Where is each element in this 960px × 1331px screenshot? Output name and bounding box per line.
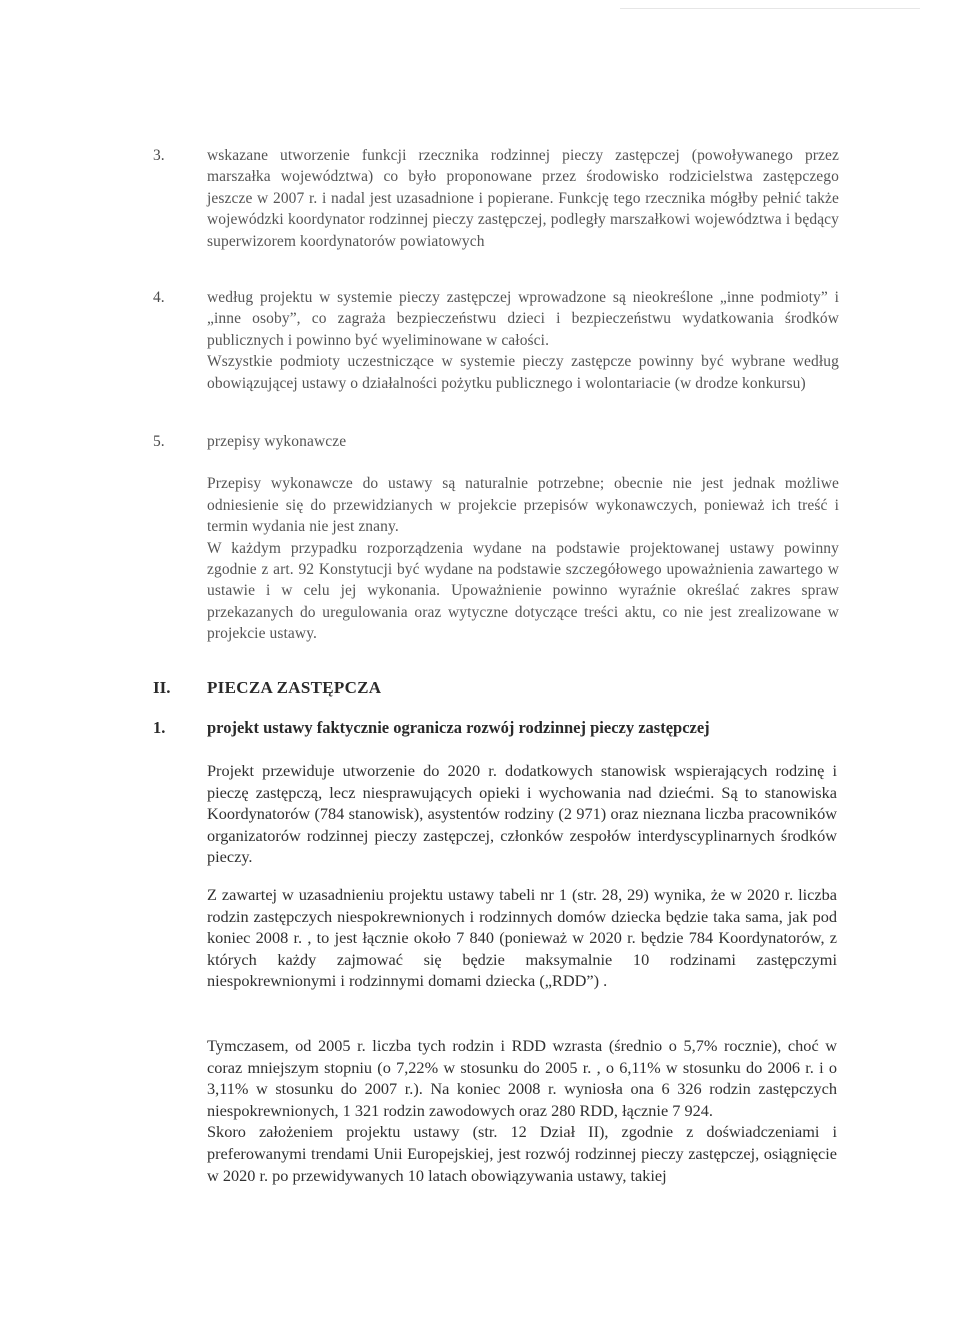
- list-item-heading: przepisy wykonawcze: [207, 433, 347, 450]
- subsection-title: projekt ustawy faktycznie ogranicza rozwój rodzinnej pieczy zastępczej: [207, 718, 710, 737]
- paragraph: Z zawartej w uzasadnieniu projektu ustawy tabeli nr 1 (str. 28, 29) wynika, że w 2020 r. liczba rodzin zastępczych niespokrewnionych i rodzinnych domów dziecka będzie taka sama, jak pod koniec 2008 r. , to jest łącznie około 7 840 (ponieważ w 2020 r. będzie 784 Koordynatorów, z których każdy zajmować się będzie maksymalnie 10 rodzinami zastępczymi niespokrewnionymi i rodzinnymi domami dziecka („RDD”) .: [207, 885, 837, 991]
- list-item-text: [207, 145, 839, 252]
- list-item-text: [207, 431, 839, 645]
- list-item-number: 4.: [153, 289, 165, 306]
- list-item-number: 3.: [153, 147, 165, 164]
- paragraph: Tymczasem, od 2005 r. liczba tych rodzin i RDD wzrasta (średnio o 5,7% rocznie), choć w coraz mniejszym stopniu (o 7,22% w stosunku do 2005 r. , o 6,11% w stosunku do 2006 r. i o 3,11% w stosunku do 2007 r.). Na koniec 2008 r. wyniosła ona 6 326 rodzin zastępczych niespokrewnionych, 1 321 rodzin zawodowych oraz 280 RDD, łącznie 7 924.: [207, 1036, 837, 1120]
- section-title: PIECZA ZASTĘPCZA: [207, 678, 382, 697]
- paragraph: Skoro założeniem projektu ustawy (str. 12 Dział II), zgodnie z doświadczeniami i preferowanymi trendami Unii Europejskiej, jest rozwój rodzinnej pieczy zastępczej, osiągnięcie w 2020 r. po przewidywanych 10 latach obowiązywania ustawy, takiej: [207, 1122, 837, 1185]
- body-paragraph-1: [207, 760, 837, 868]
- paragraph: Projekt przewiduje utworzenie do 2020 r. dodatkowych stanowisk wspierających rodzinę i pieczę zastępczą, lecz niesprawujących opieki i wychowania nad dziećmi. Są to stanowiska Koordynatorów (784 stanowisk), asystentów rodziny (2 971) oraz nieznana liczba pracowników organizatorów rodzinnej pieczy zastępczej, członków zespołów interdyscyplinarnych środków pieczy.: [207, 761, 837, 867]
- body-paragraph-2: [207, 884, 837, 992]
- body-paragraph-3: [207, 1035, 837, 1186]
- paragraph: Przepisy wykonawcze do ustawy są naturalnie potrzebne; obecnie nie jest jednak możliwe odniesienie się do przewidzianych w projekcie przepisów wykonawczych, ponieważ ich treść i termin wydania nie jest znany.: [207, 475, 839, 536]
- paragraph: według projektu w systemie pieczy zastępczej wprowadzone są nieokreślone „inne podmioty” i „inne osoby”, co zagraża bezpieczeństwu dzieci i bezpieczeństwu wydatkowania środków publicznych i powinno być wyeliminowane w całości.: [207, 289, 839, 349]
- section-number: II.: [153, 678, 171, 697]
- paragraph: W każdym przypadku rozporządzenia wydane na podstawie projektowanej ustawy powinny zgodnie z art. 92 Konstytucji być wydane na podstawie szczegółowego upoważnienia zawartego w ustawie i w celu jej wykonania. Upoważnienie powinno wyraźnie określać zakres spraw przekazanych do uregulowania oraz wytyczne dotyczące treści aktu, co nie jest zrealizowane w projekcie ustawy.: [207, 539, 839, 643]
- list-item-number: 5.: [153, 433, 165, 450]
- paragraph: wskazane utworzenie funkcji rzecznika rodzinnej pieczy zastępczej (powoływanego przez marszałka województwa) co było proponowane przez środowisko rodzicielstwa zastępczego jeszcze w 2007 r. i nadal jest uzasadnione i popierane. Funkcję tego rzecznika mógłby pełnić także wojewódzki koordynator rodzinnej pieczy zastępczej, podległy marszałkowi województwa i będący superwizorem koordynatorów powiatowych: [207, 147, 839, 250]
- paragraph: Wszystkie podmioty uczestniczące w systemie pieczy zastępcze powinny być wybrane według obowiązującej ustawy o działalności pożytku publicznego i wolontariacie (w drodze konkursu): [207, 353, 839, 392]
- subsection-number: 1.: [153, 718, 166, 737]
- scan-artifact-line: [620, 8, 920, 9]
- list-item-text: [207, 287, 839, 394]
